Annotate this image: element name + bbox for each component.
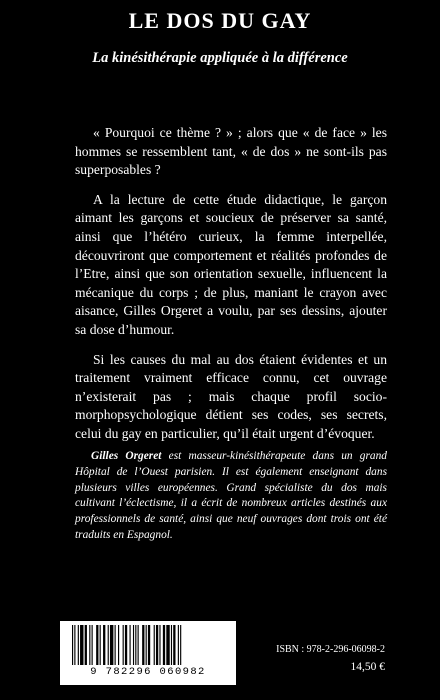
barcode-bar (115, 625, 116, 665)
barcode-bar (92, 625, 93, 665)
barcode-bar (123, 625, 124, 665)
barcode-bar (96, 625, 98, 665)
barcode-bar (146, 625, 147, 665)
barcode-bar (138, 625, 139, 665)
barcode-bar (74, 625, 75, 665)
barcode-bar (80, 625, 83, 665)
barcode-bar (173, 625, 175, 665)
blurb-paragraph-2: A la lecture de cette étude didactique, le garçon aimant les garçons et soucieux de préserver sa santé, ainsi que l’hétéro curieux, la femme interpellée, découvriront que comportement et réalités profondes de l’Etre, ainsi que son orientation sexuelle, influencent la mécanique du corps ; de plus, maniant le crayon avec aisance, Gilles Orgeret a voulu, par ses dessins, ajouter sa dose d’humour. (75, 191, 387, 337)
barcode-digits: 9 782296 060982 (90, 666, 206, 678)
barcode-bar (72, 625, 73, 665)
isbn: ISBN : 978-2-296-06098-2 (276, 644, 385, 655)
barcode-bar (171, 625, 172, 665)
price: 14,50 € (350, 661, 385, 673)
barcode-bars (70, 625, 226, 665)
barcode-bar (110, 625, 113, 665)
barcode-bar (108, 625, 109, 665)
barcode-bar (135, 625, 136, 665)
author-bio-text: est masseur-kinésithérapeute dans un grand Hôpital de l’Ouest parisien. Il est également enseignant dans plusieurs villes européennes. Grand spécialiste du dos mais cultivant l’éclectisme, il a écrit de nombreux articles destinés aux professionnels de santé, ainsi que neuf ouvrages dont trois ont été traduits en Espagnol. (75, 450, 387, 541)
barcode-bar (180, 625, 181, 665)
barcode-bar (118, 625, 119, 665)
barcode-bar (159, 625, 160, 665)
barcode-bar (103, 625, 105, 665)
barcode-bar (130, 625, 131, 665)
book-title: LE DOS DU GAY (128, 8, 312, 33)
barcode-bar (178, 625, 179, 665)
author-name: Gilles Orgeret (91, 450, 162, 462)
barcode (60, 621, 236, 685)
barcode-bar (142, 625, 144, 665)
barcode-bar (89, 625, 90, 665)
barcode-bar (85, 625, 87, 665)
barcode-bar (156, 625, 158, 665)
barcode-bar (133, 625, 134, 665)
book-subtitle: La kinésithérapie appliquée à la différence (92, 50, 348, 66)
barcode-bar (154, 625, 155, 665)
barcode-bar (100, 625, 101, 665)
blurb-paragraph-1: « Pourquoi ce thème ? » ; alors que « de face » les hommes se ressemblent tant, « de dos » ne sont-ils pas superposables ? (75, 125, 387, 178)
barcode-bar (166, 625, 169, 665)
blurb-paragraph-3: Si les causes du mal au dos étaient évidentes et un traitement vraiment efficace connu, cet ouvrage n’existerait pas ; mais chaque profil socio-morphopsychologique détient ses codes, ses secrets, celui du gay en particulier, qu’il était urgent d’évoquer. (75, 351, 387, 441)
blurb (75, 124, 387, 455)
barcode-bar (125, 625, 127, 665)
author-bio (75, 449, 387, 544)
barcode-bar (148, 625, 150, 665)
barcode-bar (163, 625, 165, 665)
barcode-bar (78, 625, 79, 665)
